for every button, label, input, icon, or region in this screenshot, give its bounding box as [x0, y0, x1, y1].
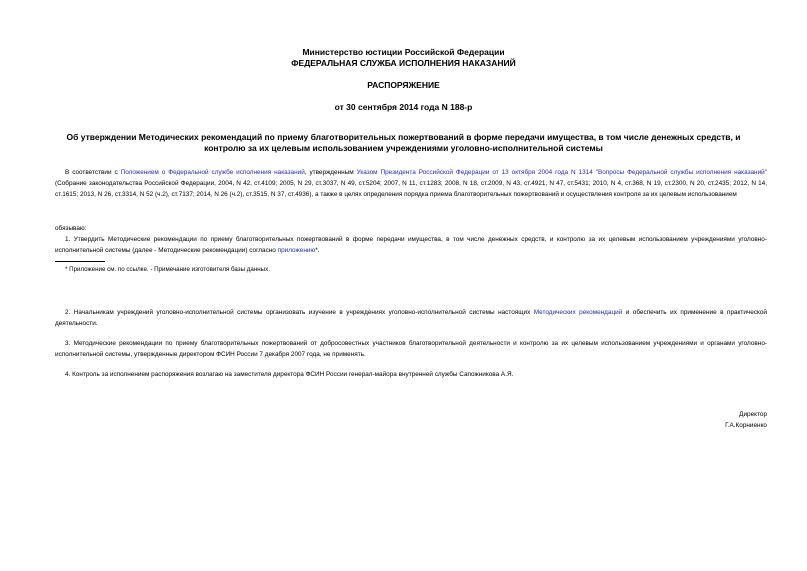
- service-name: ФЕДЕРАЛЬНАЯ СЛУЖБА ИСПОЛНЕНИЯ НАКАЗАНИЙ: [291, 58, 516, 68]
- document-date-number: от 30 сентября 2014 года N 188-р: [334, 102, 473, 112]
- item-2: [55, 307, 767, 329]
- obligate-text: обязываю:: [55, 225, 87, 232]
- preamble-text-2: , утвержденным: [304, 169, 357, 176]
- preamble-paragraph: [55, 167, 767, 200]
- footnote: * Приложение см. по ссылке. - Примечание изготовителя базы данных.: [65, 266, 270, 273]
- item-1-tail: *.: [315, 247, 320, 254]
- footnote-divider: [55, 261, 105, 262]
- presidential-decree-link[interactable]: Указом Президента Российской Федерации от 13 октября 2004 года N 1314 "Вопросы Федеральной службы исполнения наказаний": [356, 169, 767, 176]
- item-2-tail: и обеспечить их применение в практической деятельности.: [55, 309, 767, 327]
- item-4: 4. Контроль за исполнением распоряжения возлагаю на заместителя директора ФСИН России генерал-майора внутренней службы Сапожникова А.Я.: [65, 371, 514, 378]
- item-1: [55, 234, 767, 256]
- appendix-link[interactable]: приложению: [277, 247, 316, 254]
- item-1-text: 1. Утвердить Методические рекомендации по приему благотворительных пожертвований в форме передачи имущества, в том числе денежных средств, и контролю за их целевым использованием учреждениями уголовно-исполнительной системы (далее - Методические рекомендации) согласно: [55, 236, 767, 254]
- preamble-text-3: (Собрание законодательства Российской Федерации, 2004, N 42, ст.4109; 2005, N 29, ст.3037, N 49, ст.5204; 2007, N 11, ст.1283; 2008, N 18, ст.2009, N 43, ст.4921, N 47, ст.5431; 2010, N 4, ст.368, N 19, ст.2300, N 20, ст.2435; 2012, N 14, ст.1615; 2013, N 26, ст.3314, N 52 (ч.2), ст.7137; 2014, N 26 (ч.2), ст.3515, N 37, ст.4936), а также в целях определения порядка приема благотворительных пожертвований и осуществления контроля за их целевым использованием: [55, 180, 767, 198]
- methodical-recommendations-link[interactable]: Методических рекомендаций: [533, 309, 623, 316]
- document-type: РАСПОРЯЖЕНИЕ: [367, 80, 440, 90]
- signatory-name: Г.А.Корниенко: [725, 422, 767, 429]
- signatory-position: Директор: [739, 411, 767, 418]
- regulation-link[interactable]: Положением о Федеральной службе исполнения наказаний: [120, 169, 305, 176]
- item-3: 3. Методические рекомендации по приему благотворительных пожертвований от добросовестных участников благотворительной деятельности и контролю за их целевым использованием учреждениями и органами уголовно-исполнительной системы, утвержденные директором ФСИН России 7 декабря 2007 года, не применять.: [55, 340, 767, 358]
- item-2-text: 2. Начальникам учреждений уголовно-исполнительной системы организовать изучение в учреждениях уголовно-исполнительной системы настоящих: [65, 309, 534, 316]
- ministry-name: Министерство юстиции Российской Федерации: [302, 47, 505, 57]
- preamble-text-1: В соответствии с: [65, 169, 121, 176]
- document-title: Об утверждении Методических рекомендаций по приему благотворительных пожертвований в форме передачи имущества, в том числе денежных средств, и контролю за их целевым использованием учреждениями уголовно-исполнительной системы: [66, 132, 741, 153]
